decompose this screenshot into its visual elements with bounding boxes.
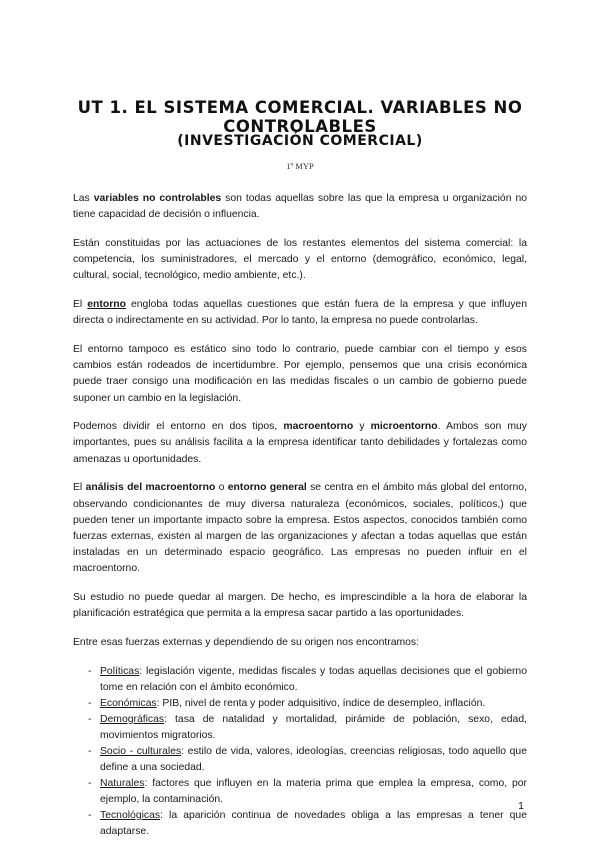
paragraph-fuerzas: Entre esas fuerzas externas y dependiendo de su origen nos encontramos: [73,636,419,648]
paragraph-entorno: El entorno engloba todas aquellas cuestiones que están fuera de la empresa y que influyen directa o indirectamente en su actividad. Por lo tanto, la empresa no puede controlarlas. [73,299,527,327]
paragraph-estatico: El entorno tampoco es estático sino todo lo contrario, puede cambiar con el tiempo y esos cambios están rodeados de incertidumbre. Por ejemplo, pensemos que una crisis económica puede traer consigo una modificación en las medidas fiscales o un cambio de gobierno puede suponer un cambio en la legislación. [73,343,527,404]
course-label: 1º MYP [286,161,314,171]
paragraph-variables: Las variables no controlables son todas aquellas sobre las que la empresa u organización no tiene capacidad de decisión o influencia. [73,193,528,221]
document-title-sub: (INVESTIGACIÓN COMERCIAL) [177,133,423,149]
paragraph-estudio: Su estudio no puede quedar al margen. De hecho, es imprescindible a la hora de elaborar la planificación estratégica que permita a la empresa sacar partido a las oportunidades. [73,592,527,620]
paragraph-constituidas: Están constituidas por las actuaciones de los restantes elementos del sistema comercial: la competencia, los suministradores, el mercado y el entorno (demográfico, económico, legal, cultural, social, tecnológico, medio ambiente, etc.). [73,237,527,282]
document-body [73,191,527,840]
list-item: - Políticas: legislación vigente, medidas fiscales y todas aquellas decisiones que el gobierno tome en relación con el ámbito económico. [88,665,527,693]
page-number: 1 [518,800,524,812]
list-item: - Demográficas: tasa de natalidad y mortalidad, pirámide de población, sexo, edad, movimientos migratorios. [88,713,527,741]
list-item: - Económicas: PIB, nivel de renta y poder adquisitivo, índice de desempleo, inflación. [88,697,486,709]
list-item: - Tecnológicas: la aparición continua de novedades obliga a las empresas a tener que adaptarse. [88,809,527,837]
paragraph-tipos: Podemos dividir el entorno en dos tipos, macroentorno y microentorno. Ambos son muy importantes, pues su análisis facilita a la empresa identificar tanto debilidades y fortalezas como amenazas u oportunidades. [73,421,527,465]
paragraph-macroentorno: El análisis del macroentorno o entorno general se centra en el ámbito más global del entorno, observando condicionantes de muy diversa naturaleza (económicos, sociales, políticos,) que pueden tener un importante impacto sobre la empresa. Estos aspectos, conocidos también como fuerzas externas, existen al margen de las organizaciones y afectan a todas aquellas que están instaladas en un determinado espacio geográfico. Las empresas no pueden influir en el macroentorno. [73,482,527,575]
factors-list [73,664,527,840]
document-title: UT 1. EL SISTEMA COMERCIAL. VARIABLES NO CONTROLABLES [77,98,523,136]
list-item: - Socio - culturales: estilo de vida, valores, ideologías, creencias religiosas, todo aquello que define a una sociedad. [88,745,527,773]
list-item: - Naturales: factores que influyen en la materia prima que emplea la empresa, como, por ejemplo, la contaminación. [88,777,527,805]
